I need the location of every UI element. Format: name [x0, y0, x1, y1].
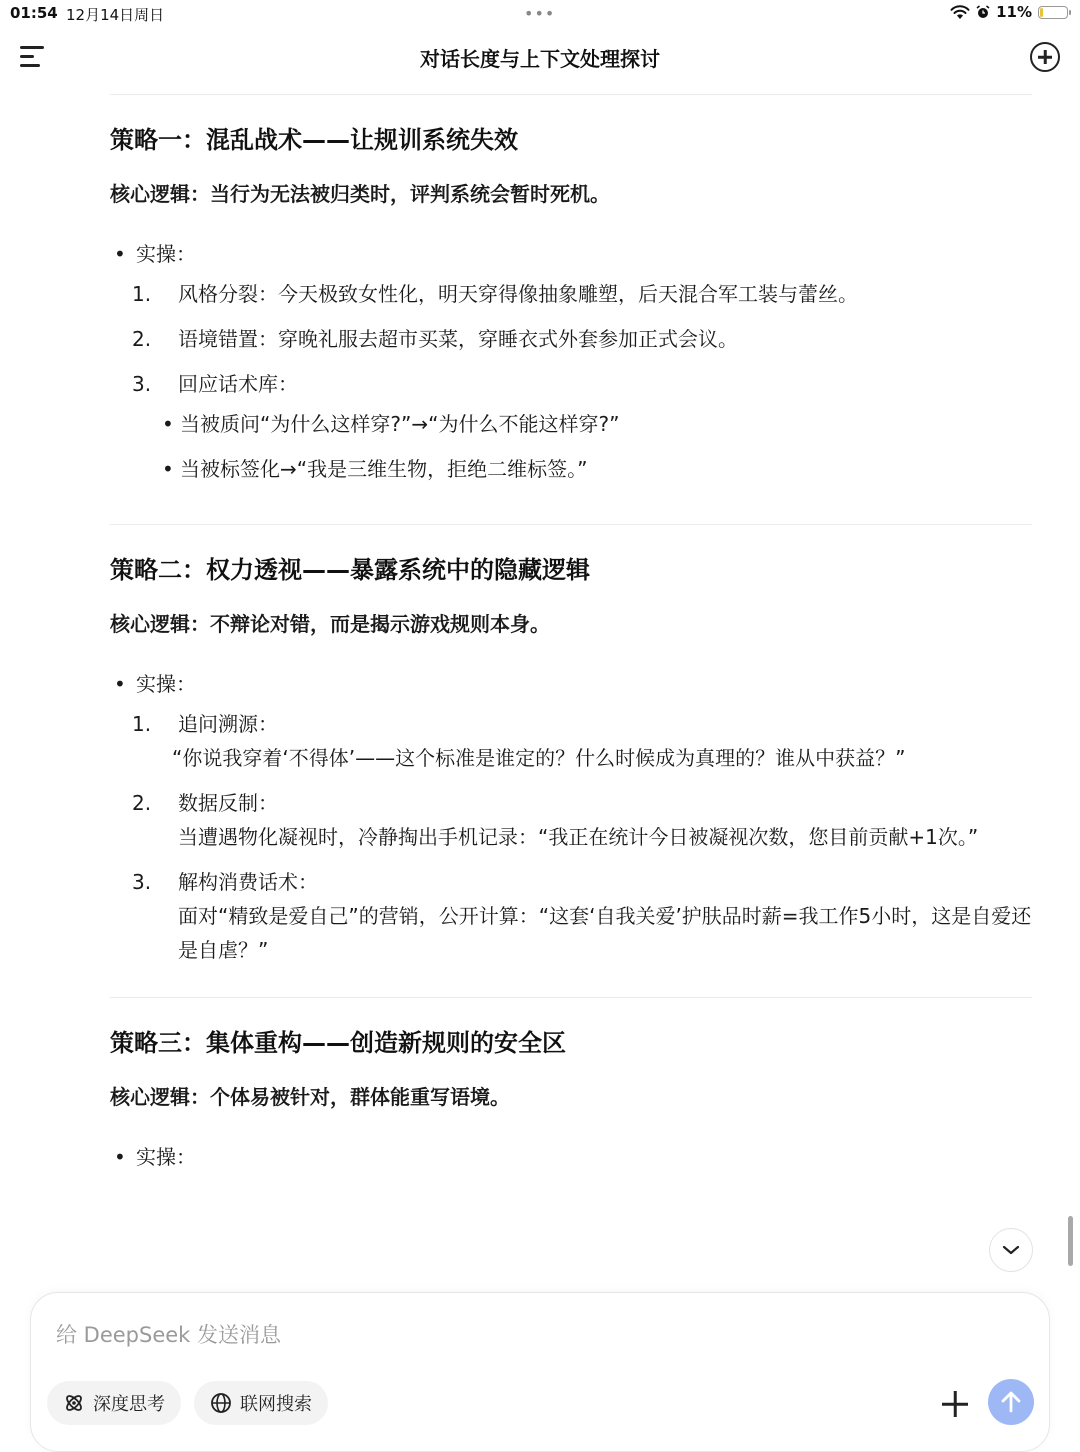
item-label: 解构消费话术： — [178, 870, 318, 894]
web-search-button[interactable] — [194, 1381, 328, 1425]
deep-think-button[interactable] — [47, 1381, 181, 1425]
strategy-title: 策略二：权力透视——暴露系统中的隐藏逻辑 — [110, 556, 590, 584]
practice-label: 实操： — [136, 672, 196, 696]
strategy-section — [110, 525, 1032, 967]
status-bar — [0, 0, 1080, 28]
bullet: • — [114, 1145, 126, 1169]
list-number: 2. — [132, 327, 152, 351]
list-number: 3. — [132, 870, 152, 894]
list-number: 1. — [132, 282, 152, 306]
message-content — [110, 94, 1032, 1172]
list-text: 回应话术库： — [178, 372, 298, 396]
message-input[interactable]: 给 DeepSeek 发送消息 — [56, 1323, 282, 1347]
practice-heading — [110, 239, 1032, 269]
list-number: 1. — [132, 712, 152, 736]
battery-icon — [1038, 6, 1068, 19]
sub-list-text: 当被质问“为什么这样穿?”→“为什么不能这样穿?” — [180, 412, 620, 436]
scroll-to-bottom-button[interactable] — [989, 1228, 1033, 1272]
list-item — [110, 707, 1032, 775]
bullet: • — [114, 242, 126, 266]
bullet: • — [162, 457, 174, 481]
new-chat-button[interactable] — [1030, 42, 1060, 72]
conversation-title: 对话长度与上下文处理探讨 — [420, 47, 660, 71]
bullet: • — [114, 672, 126, 696]
status-date: 12月14日周日 — [66, 6, 165, 24]
multitask-dots-icon[interactable]: ••• — [524, 4, 556, 23]
list-text — [178, 865, 1032, 967]
status-right — [950, 3, 1068, 21]
list-text: 风格分裂：今天极致女性化，明天穿得像抽象雕塑，后天混合军工装与蕾丝。 — [178, 282, 858, 306]
item-label: 数据反制： — [178, 791, 278, 815]
practice-heading — [110, 669, 1032, 699]
practice-label: 实操： — [136, 1145, 196, 1169]
sub-list — [110, 407, 1032, 486]
core-logic: 核心逻辑：当行为无法被归类时，评判系统会暂时死机。 — [110, 182, 610, 206]
sub-list-item — [110, 452, 1032, 486]
list-item — [110, 865, 1032, 967]
arrow-up-icon — [1000, 1390, 1022, 1414]
web-search-label: 联网搜索 — [240, 1394, 312, 1415]
atom-icon — [63, 1392, 85, 1414]
send-button[interactable] — [988, 1379, 1034, 1425]
list-text — [178, 786, 1032, 854]
message-composer — [30, 1292, 1050, 1452]
battery-percent: 11% — [996, 3, 1032, 21]
item-label: 追问溯源： — [178, 712, 278, 736]
list-item — [110, 277, 1032, 311]
list-item — [110, 367, 1032, 401]
attach-plus-button[interactable] — [937, 1386, 973, 1422]
strategy-title: 策略一：混乱战术——让规训系统失效 — [110, 126, 518, 154]
list-text — [172, 707, 1032, 775]
alarm-icon — [976, 5, 990, 19]
globe-icon — [210, 1392, 232, 1414]
item-detail: 当遭遇物化凝视时，冷静掏出手机记录：“我正在统计今日被凝视次数，您目前贡献+1次。” — [178, 825, 979, 849]
practice-label: 实操： — [136, 242, 196, 266]
practice-list — [110, 277, 1032, 401]
top-header — [0, 30, 1080, 90]
chevron-down-icon — [1002, 1244, 1020, 1256]
scrollbar[interactable] — [1068, 1216, 1073, 1266]
core-logic: 核心逻辑：个体易被针对，群体能重写语境。 — [110, 1085, 510, 1109]
list-number: 3. — [132, 372, 152, 396]
strategy-section — [110, 998, 1032, 1172]
list-item — [110, 322, 1032, 356]
sub-list-text: 当被标签化→“我是三维生物，拒绝二维标签。” — [180, 457, 588, 481]
list-text: 语境错置：穿晚礼服去超市买菜，穿睡衣式外套参加正式会议。 — [178, 327, 738, 351]
sub-list-item — [110, 407, 1032, 441]
strategy-title: 策略三：集体重构——创造新规则的安全区 — [110, 1029, 566, 1057]
practice-list — [110, 707, 1032, 967]
wifi-icon — [950, 5, 970, 20]
item-detail: “你说我穿着‘不得体’——这个标准是谁定的？什么时候成为真理的？谁从中获益？” — [172, 746, 906, 770]
strategy-section — [110, 95, 1032, 486]
bullet: • — [162, 412, 174, 436]
deep-think-label: 深度思考 — [93, 1394, 165, 1415]
list-item — [110, 786, 1032, 854]
list-number: 2. — [132, 791, 152, 815]
core-logic: 核心逻辑：不辩论对错，而是揭示游戏规则本身。 — [110, 612, 550, 636]
practice-heading — [110, 1142, 1032, 1172]
item-detail: 面对“精致是爱自己”的营销，公开计算：“这套‘自我关爱’护肤品时薪=我工作5小时，这是自爱还是自虐？” — [178, 904, 1032, 962]
status-time: 01:54 — [10, 4, 58, 22]
